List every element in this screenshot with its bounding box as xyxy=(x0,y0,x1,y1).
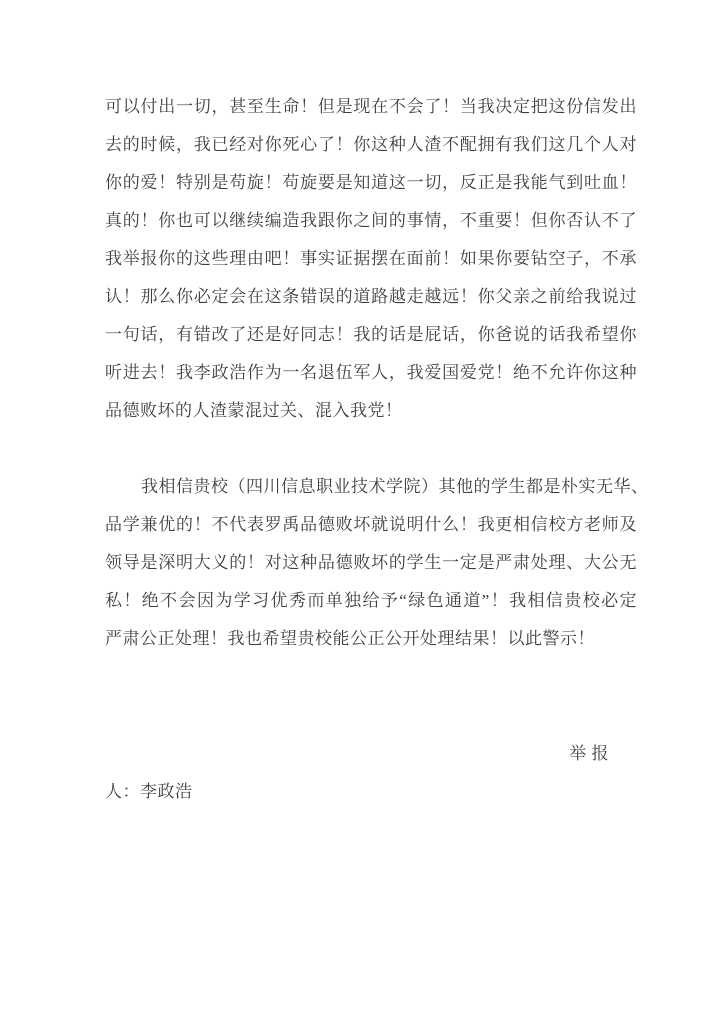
letter-line: 你的爱！特别是苟旋！苟旋要是知道这一切，反正是我能气到吐血！ xyxy=(105,173,637,192)
letter-line: 听进去！我李政浩作为一名退伍军人，我爱国爱党！绝不允许你这种 xyxy=(105,363,637,382)
letter-body xyxy=(105,88,649,811)
letter-line: 品学兼优的！不代表罗禹品德败坏就说明什么！我更相信校方老师及 xyxy=(105,515,637,534)
letter-line: 我举报你的这些理由吧！事实证据摆在面前！如果你要钻空子，不承 xyxy=(105,249,637,268)
letter-line: 严肃公正处理！我也希望贵校能公正公开处理结果！以此警示！ xyxy=(105,629,595,648)
letter-line: 私！绝不会因为学习优秀而单独给予“绿色通道”！我相信贵校必定 xyxy=(105,591,637,610)
letter-line: 去的时候，我已经对你死心了！你这种人渣不配拥有我们这几个人对 xyxy=(105,135,637,154)
letter-line: 真的！你也可以继续编造我跟你之间的事情，不重要！但你否认不了 xyxy=(105,211,637,230)
signature-block xyxy=(105,735,637,811)
letter-line: 我相信贵校（四川信息职业技术学院）其他的学生都是朴实无华、 xyxy=(141,477,649,496)
letter-line: 一句话，有错改了还是好同志！我的话是屁话，你爸说的话我希望你 xyxy=(105,325,637,344)
signature-label-part1: 举 报 xyxy=(569,744,609,763)
letter-paragraph-2 xyxy=(105,468,649,658)
signature-label-part2: 人：李政浩 xyxy=(105,782,193,801)
letter-line: 可以付出一切，甚至生命！但是现在不会了！当我决定把这份信发出 xyxy=(105,97,637,116)
letter-paragraph-1 xyxy=(105,88,637,430)
letter-line: 认！那么你必定会在这条错误的道路越走越远！你父亲之前给我说过 xyxy=(105,287,637,306)
letter-line: 品德败坏的人渣蒙混过关、混入我党！ xyxy=(105,401,403,420)
letter-line: 领导是深明大义的！对这种品德败坏的学生一定是严肃处理、大公无 xyxy=(105,553,637,572)
